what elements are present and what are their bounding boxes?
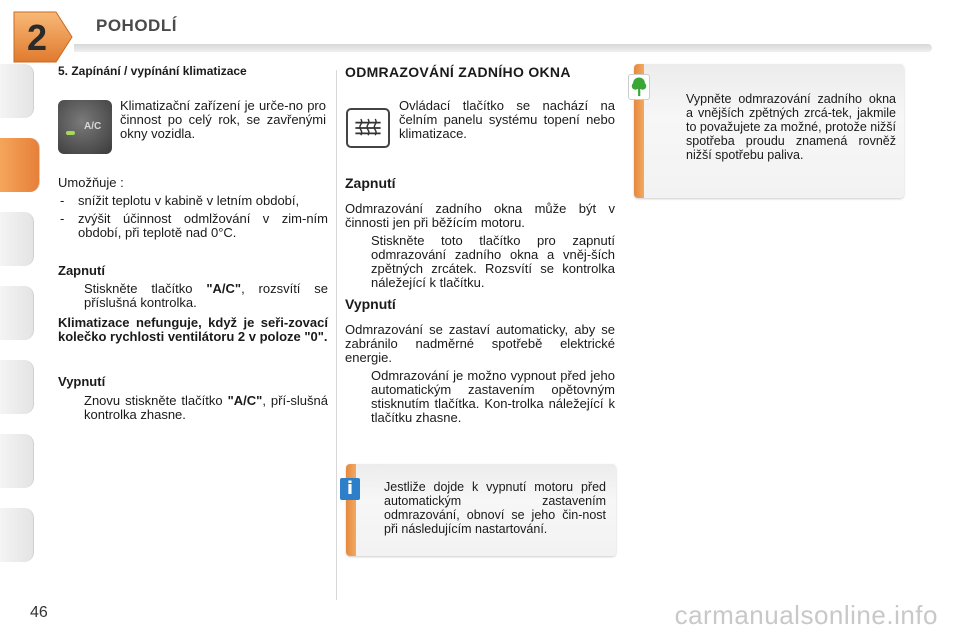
- section-title-ac: 5. Zapínání / vypínání klimatizace: [58, 64, 247, 78]
- info-note-text: Jestliže dojde k vypnutí motoru před automatickým zastavením odmrazování, obnoví se jeho čin-nost při následujícím nastartování.: [384, 480, 606, 536]
- chapter-number-badge: [8, 8, 74, 66]
- chapter-tab-2-active[interactable]: [0, 138, 40, 192]
- rear-defrost-on-title: Zapnutí: [345, 175, 396, 191]
- ac-warning: Klimatizace nefunguje, když je seři-zovací kolečko rychlosti ventilátoru 2 v poloze "0".: [58, 315, 328, 344]
- ac-on-block: [58, 264, 328, 344]
- rear-defrost-off-text: Odmrazování se zastaví automaticky, aby se zabránilo nadměrné spotřebě elektrické energie.: [345, 322, 615, 365]
- info-icon: i: [340, 478, 360, 500]
- chapter-tab-4[interactable]: [0, 286, 34, 340]
- chapter-tabs: [0, 60, 40, 580]
- eco-note-box: [634, 64, 904, 198]
- ac-intro: Klimatizační zařízení je urče-no pro činnost po celý rok, se zavřenými okny vozidla.: [120, 98, 326, 141]
- rear-defrost-title: ODMRAZOVÁNÍ ZADNÍHO OKNA: [345, 64, 571, 80]
- chapter-tab-1[interactable]: [0, 64, 34, 118]
- ac-allows-block: [58, 176, 328, 240]
- ac-indicator-led: [66, 131, 75, 135]
- chapter-tab-6[interactable]: [0, 434, 34, 488]
- page-number: 46: [30, 604, 48, 621]
- ac-on-bullet: Stiskněte tlačítko "A/C", rozsvítí se příslušná kontrolka.: [84, 281, 328, 310]
- ac-on-title: Zapnutí: [58, 263, 105, 278]
- eco-tree-icon: [628, 74, 650, 100]
- rear-defrost-intro: Ovládací tlačítko se nachází na čelním panelu systému topení nebo klimatizace.: [399, 98, 615, 141]
- chapter-tab-3[interactable]: [0, 212, 34, 266]
- ac-off-bullet: Znovu stiskněte tlačítko "A/C", pří-slušná kontrolka zhasne.: [84, 393, 328, 422]
- info-note-box: [346, 464, 616, 556]
- rear-defrost-off-block: [345, 297, 615, 425]
- chapter-tab-5[interactable]: [0, 360, 34, 414]
- chapter-title: POHODLÍ: [96, 16, 177, 35]
- watermark: carmanualsonline.info: [674, 600, 938, 630]
- header-bar: [74, 44, 932, 52]
- allows-label: Umožňuje :: [58, 175, 124, 190]
- eco-note-bullet: [660, 92, 896, 162]
- column-divider: [336, 70, 337, 600]
- rear-defrost-off-title: Vypnutí: [345, 296, 396, 312]
- rear-defrost-off-bullet: Odmrazování je možno vypnout před jeho automatickým zastavením opětovným stisknutím tlačítka. Kon-trolka náležející k tlačítku zhasne.: [371, 368, 615, 425]
- ac-button-label: A/C: [84, 121, 102, 132]
- rear-defrost-on-bullet: Stiskněte toto tlačítko pro zapnutí odmrazování zadního okna a vněj-ších zpětných zrcátek. Rozsvítí se kontrolka náležející k tlačítku.: [371, 233, 615, 290]
- ac-off-title: Vypnutí: [58, 374, 106, 389]
- left-column: [58, 64, 328, 78]
- rear-defrost-on-block: [345, 176, 615, 290]
- dash-item-1: - snížit teplotu v kabině v letním období,: [60, 193, 300, 208]
- chapter-number: 2: [26, 17, 48, 58]
- rear-defrost-on-text: Odmrazování zadního okna může být v činnosti jen při běžícím motoru.: [345, 201, 615, 230]
- eco-note-text: Vypněte odmrazování zadního okna a vnějších zpětných zrcá-tek, jakmile to považujete za možné, protože nižší spotřeba proudu znamená rovněž nižší spotřebu paliva.: [686, 92, 896, 162]
- rear-defrost-icon: [346, 108, 390, 148]
- chapter-tab-7[interactable]: [0, 508, 34, 562]
- dash-item-2: - zvýšit účinnost odmlžování v zim-ním období, při teplotě nad 0°C.: [60, 211, 328, 240]
- ac-button-icon: [58, 100, 112, 154]
- ac-off-block: [58, 375, 328, 422]
